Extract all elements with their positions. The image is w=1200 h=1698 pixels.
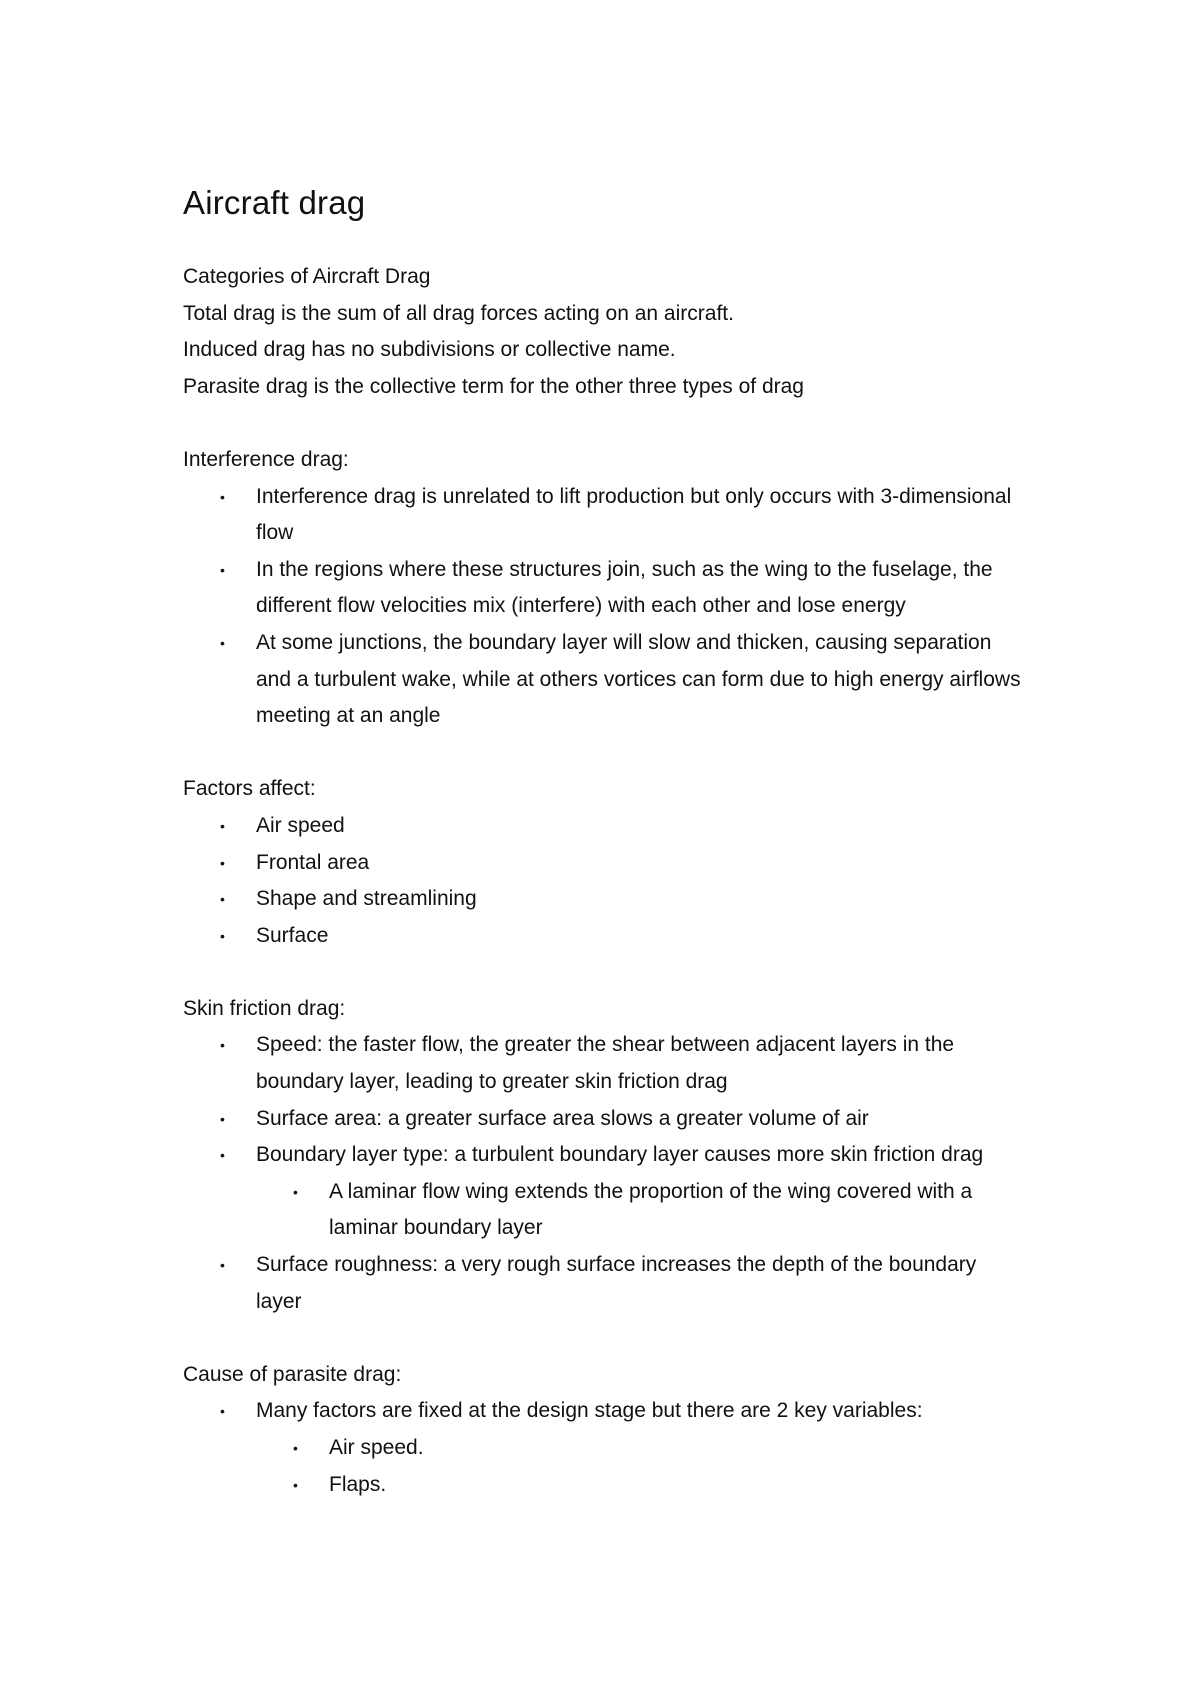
factors-affect-list bbox=[183, 808, 1043, 954]
list-item-text: Surface roughness: a very rough surface increases the depth of the boundary layer bbox=[256, 1253, 977, 1313]
list-item bbox=[183, 1247, 1026, 1320]
list-item bbox=[183, 479, 1026, 552]
bullet-icon: • bbox=[220, 1110, 225, 1127]
nested-list-item bbox=[256, 1467, 1029, 1504]
spacer bbox=[183, 1320, 1043, 1357]
bullet-icon: • bbox=[293, 1183, 298, 1200]
bullet-icon: • bbox=[220, 817, 225, 834]
nested-list bbox=[256, 1174, 1026, 1247]
bullet-icon: • bbox=[293, 1440, 298, 1456]
list-item-text: Boundary layer type: a turbulent boundary layer causes more skin friction drag bbox=[256, 1143, 984, 1167]
bullet-icon: • bbox=[220, 488, 225, 505]
spacer bbox=[183, 954, 1043, 991]
nested-list-item-text: A laminar flow wing extends the proportion of the wing covered with a laminar boundary layer bbox=[329, 1179, 973, 1240]
spacer bbox=[183, 405, 1043, 442]
nested-list-item-text: Flaps. bbox=[329, 1472, 387, 1496]
list-item-text: Surface area: a greater surface area slows a greater volume of air bbox=[256, 1106, 869, 1130]
cause-of-parasite-drag-list bbox=[183, 1393, 1043, 1503]
list-item bbox=[183, 1137, 1026, 1247]
bullet-icon: • bbox=[220, 1403, 225, 1420]
list-item-text: Speed: the faster flow, the greater the shear between adjacent layers in the boundary layer, leading to greater skin friction drag bbox=[256, 1033, 955, 1094]
list-item-text: Shape and streamlining bbox=[256, 887, 477, 911]
nested-list-item bbox=[256, 1430, 1029, 1467]
interference-drag-list bbox=[183, 479, 1043, 735]
document-body bbox=[183, 176, 1043, 1503]
list-item bbox=[183, 625, 1026, 735]
intro-line: Parasite drag is the collective term for the other three types of drag bbox=[183, 374, 804, 398]
nested-list-item-text: Air speed. bbox=[329, 1436, 424, 1459]
section-heading-interference-drag: Interference drag: bbox=[183, 447, 349, 471]
list-item-text: In the regions where these structures join, such as the wing to the fuselage, the different flow velocities mix (interfere) with each other and lose energy bbox=[256, 557, 993, 618]
list-item bbox=[183, 808, 1026, 845]
nested-list bbox=[256, 1430, 1026, 1503]
list-item bbox=[183, 1027, 1026, 1100]
list-item-text: At some junctions, the boundary layer will slow and thicken, causing separation and a turbulent wake, while at others vortices can form due to high energy airflows meeting at an angle bbox=[256, 630, 1021, 728]
skin-friction-drag-list bbox=[183, 1027, 1043, 1320]
list-item bbox=[183, 552, 1026, 625]
list-item bbox=[183, 881, 1026, 918]
list-item-text: Many factors are fixed at the design stage but there are 2 key variables: bbox=[256, 1399, 923, 1423]
bullet-icon: • bbox=[220, 854, 225, 871]
section-heading-cause-of-parasite-drag: Cause of parasite drag: bbox=[183, 1362, 402, 1386]
list-item-text: Interference drag is unrelated to lift production but only occurs with 3-dimensional flow bbox=[256, 484, 1012, 545]
bullet-icon: • bbox=[220, 1037, 225, 1054]
intro-line: Total drag is the sum of all drag forces acting on an aircraft. bbox=[183, 301, 734, 325]
bullet-icon: • bbox=[220, 1257, 225, 1274]
bullet-icon: • bbox=[220, 634, 225, 651]
list-item-text: Frontal area bbox=[256, 850, 370, 874]
spacer bbox=[183, 735, 1043, 772]
list-item bbox=[183, 918, 1026, 955]
bullet-icon: • bbox=[220, 927, 225, 944]
intro-heading: Categories of Aircraft Drag bbox=[183, 265, 431, 288]
section-heading-factors-affect: Factors affect: bbox=[183, 777, 316, 801]
list-item-text: Surface bbox=[256, 923, 329, 947]
bullet-icon: • bbox=[293, 1476, 298, 1493]
bullet-icon: • bbox=[220, 891, 225, 908]
document-title: Aircraft drag bbox=[183, 184, 366, 221]
intro-line: Induced drag has no subdivisions or collective name. bbox=[183, 338, 676, 362]
bullet-icon: • bbox=[220, 561, 225, 578]
list-item bbox=[183, 1101, 1026, 1138]
bullet-icon: • bbox=[220, 1147, 225, 1164]
section-heading-skin-friction-drag: Skin friction drag: bbox=[183, 996, 346, 1020]
nested-list-item bbox=[256, 1174, 1029, 1247]
list-item-text: Air speed bbox=[256, 813, 345, 837]
list-item bbox=[183, 845, 1026, 882]
list-item bbox=[183, 1393, 1026, 1503]
